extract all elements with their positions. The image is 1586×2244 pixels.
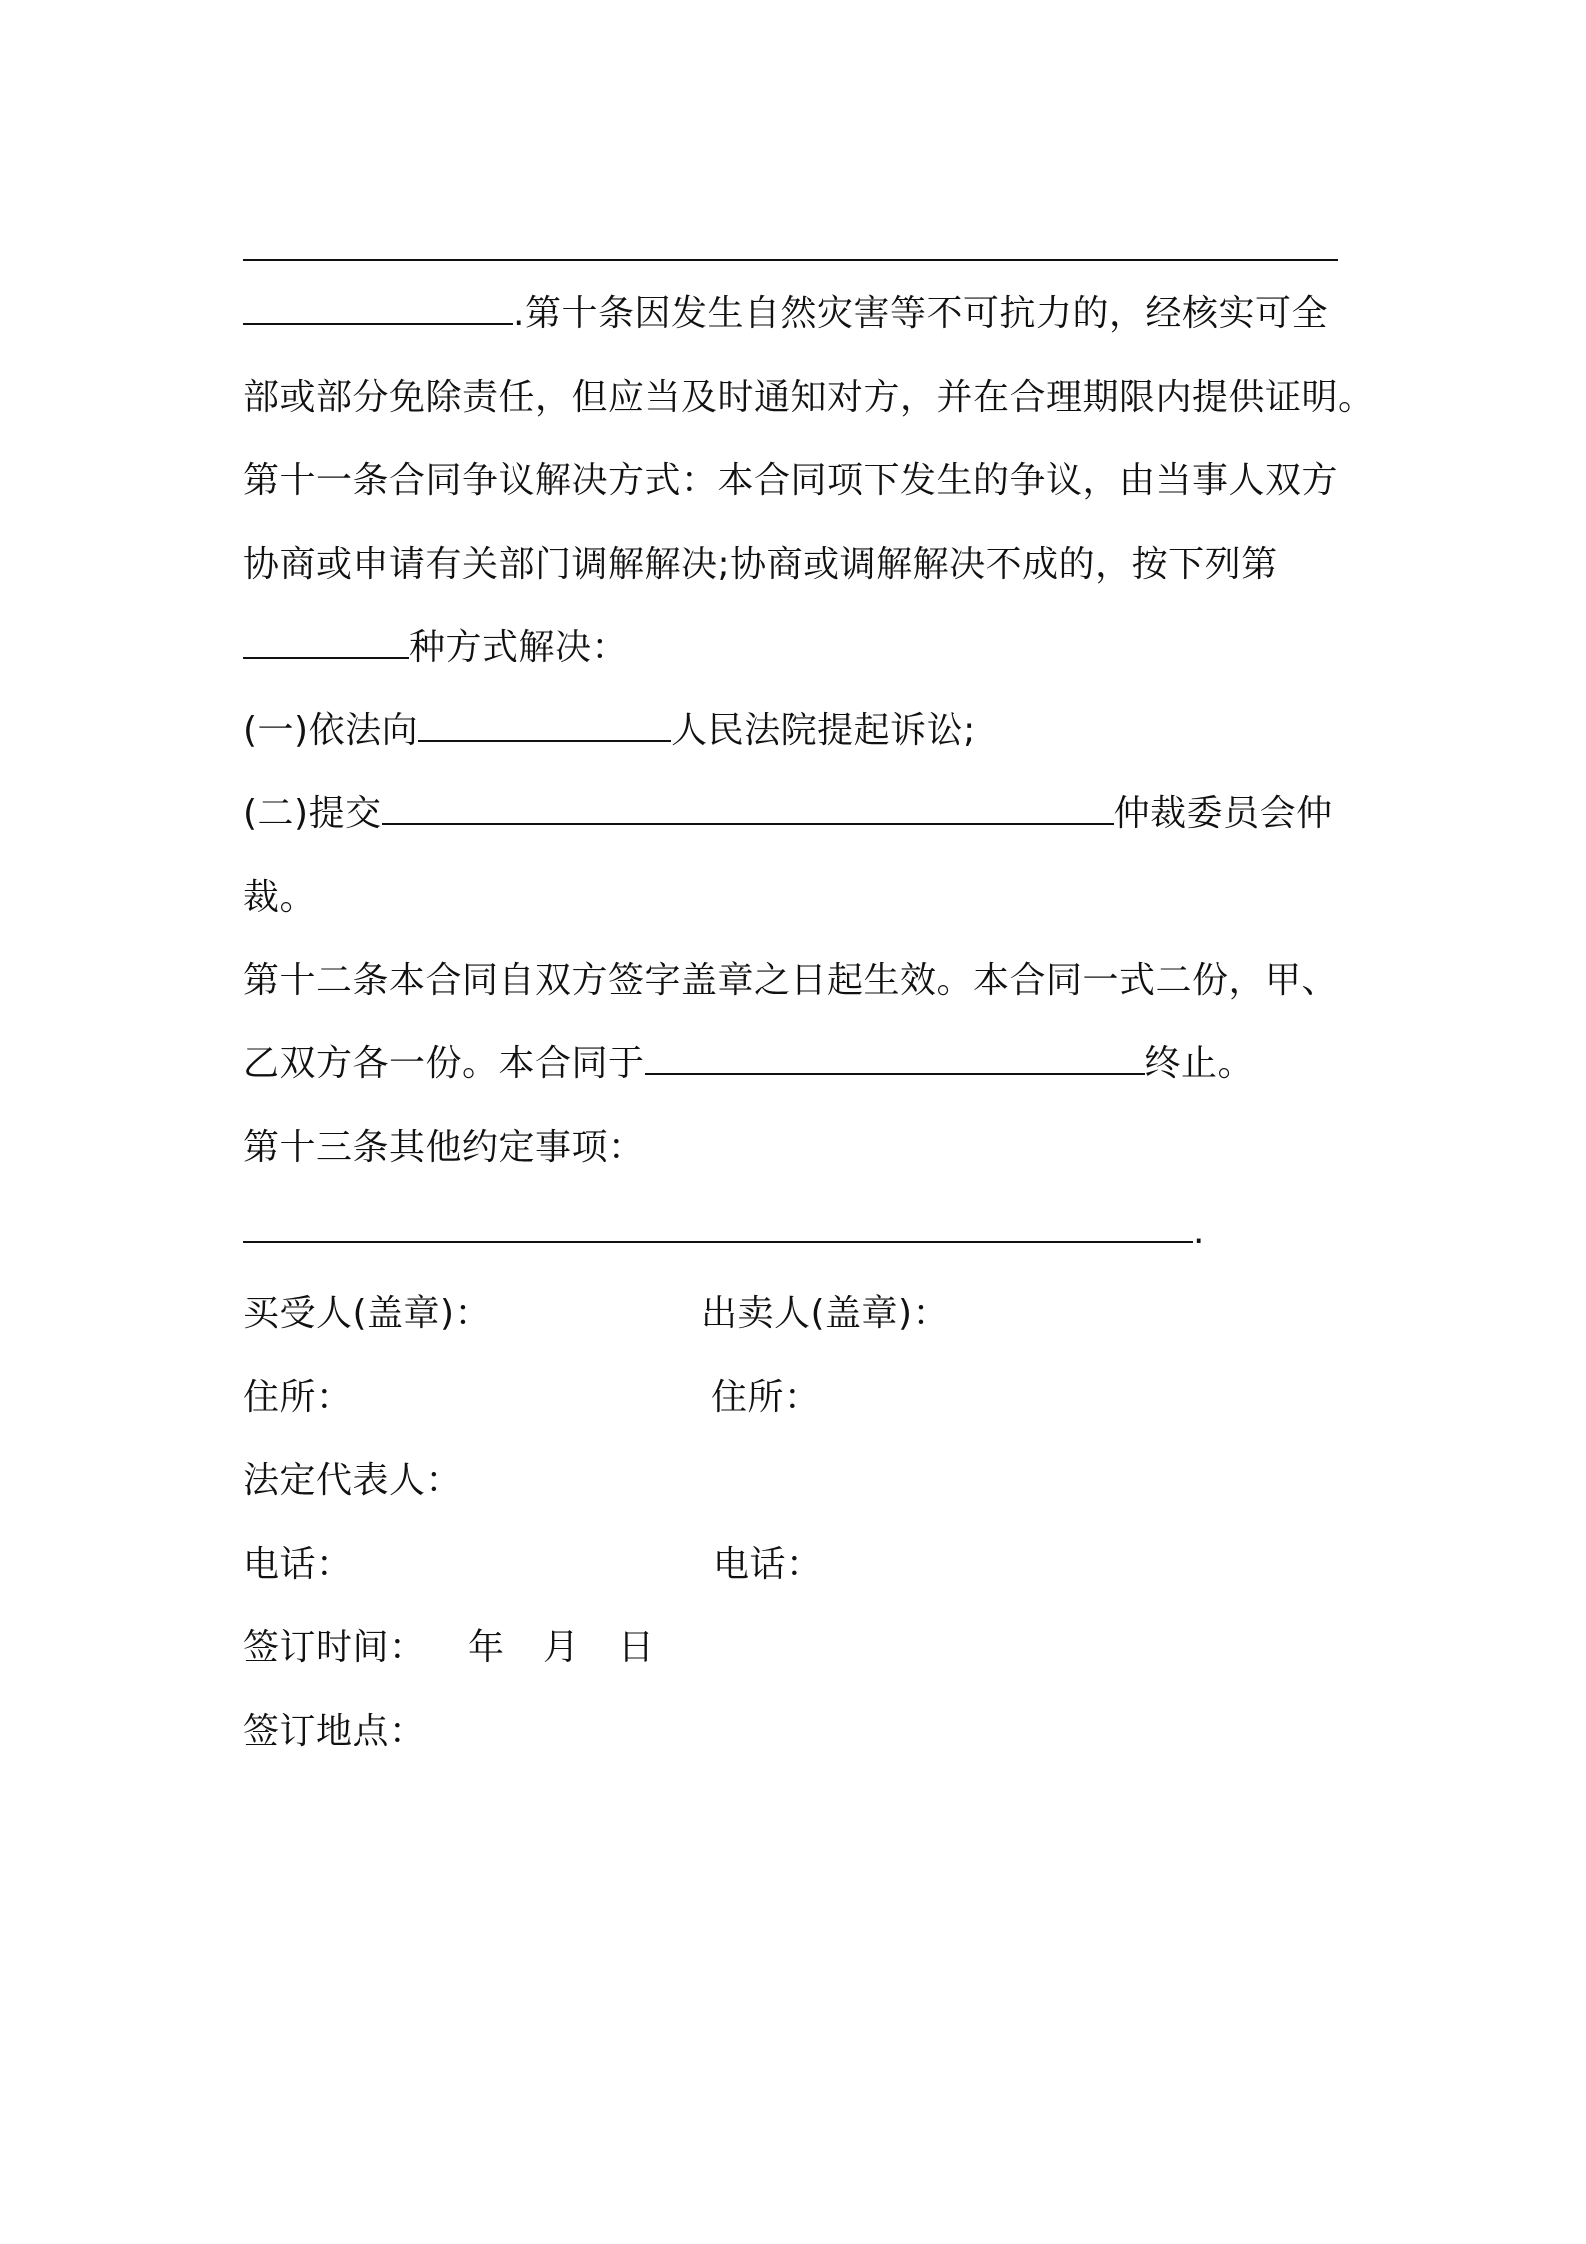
buyer-address-label: 住所： [243, 1377, 353, 1418]
fill-blank[interactable] [418, 710, 671, 742]
article-11-option-2: (二)提交 仲裁委员会仲 [243, 793, 1333, 834]
fill-blank[interactable] [645, 1043, 1145, 1075]
article-11-line-1: 第十一条合同争议解决方式：本合同项下发生的争议，由当事人双方 [243, 460, 1339, 501]
fill-blank[interactable] [243, 1211, 1193, 1243]
article-12-line-2: 乙双方各一份。本合同于 终止。 [243, 1043, 1255, 1084]
article-11-option-1: (一)依法向 人民法院提起诉讼; [243, 710, 976, 751]
signature-row-place: 签订地点： [243, 1711, 426, 1752]
seller-address-label: 住所： [711, 1377, 821, 1418]
fill-blank[interactable] [243, 229, 1338, 261]
fill-blank[interactable] [243, 293, 513, 325]
article-13-title: 第十三条其他约定事项： [243, 1127, 645, 1168]
article-13-blank: . [243, 1210, 1363, 1254]
blank-line-top [243, 228, 1363, 272]
seller-phone-label: 电话： [713, 1544, 823, 1585]
signature-row-phone [243, 1543, 1363, 1587]
buyer-label: 买受人(盖章)： [243, 1293, 492, 1334]
article-10-line-2: 部或部分免除责任，但应当及时通知对方，并在合理期限内提供证明。 [243, 377, 1375, 418]
article-11-line-3: 种方式解决： [243, 626, 1363, 670]
month-label: 月 [543, 1627, 580, 1668]
seller-label: 出卖人(盖章)： [701, 1293, 950, 1334]
article-11-line-2: 协商或申请有关部门调解解决;协商或调解解决不成的，按下列第 [243, 544, 1278, 585]
signature-row-date [243, 1626, 1363, 1670]
day-label: 日 [618, 1627, 655, 1668]
fill-blank[interactable] [382, 793, 1114, 825]
signature-row-legal-rep: 法定代表人： [243, 1460, 463, 1501]
article-12-line-1: 第十二条本合同自双方签字盖章之日起生效。本合同一式二份，甲、 [243, 960, 1339, 1001]
article-11-option-2-cont: 裁。 [243, 877, 317, 918]
signature-row-stamp [243, 1292, 1363, 1336]
year-label: 年 [468, 1627, 505, 1668]
fill-blank[interactable] [243, 627, 409, 659]
signature-row-address [243, 1376, 1363, 1420]
buyer-phone-label: 电话： [243, 1544, 353, 1585]
sign-time-label: 签订时间： [243, 1627, 426, 1668]
article-10-line-1: .第十条因发生自然灾害等不可抗力的，经核实可全 [243, 292, 1363, 336]
